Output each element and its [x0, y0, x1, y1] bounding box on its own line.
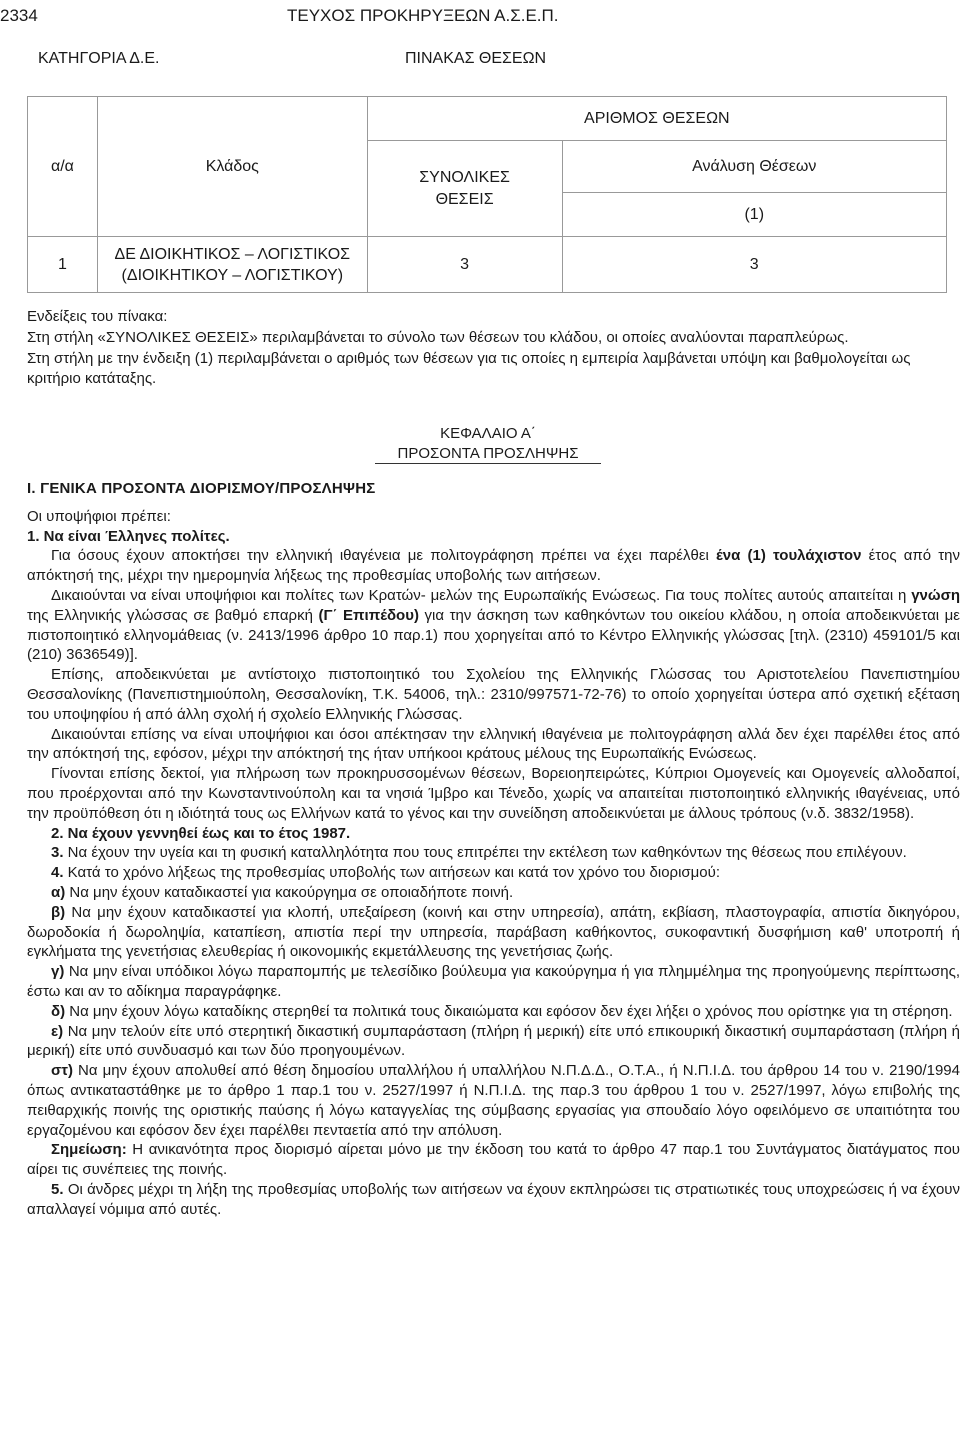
chapter-subtitle: ΠΡΟΣΟΝΤΑ ΠΡΟΣΛΗΨΗΣ	[375, 444, 601, 464]
item-3: 3. Να έχουν την υγεία και τη φυσική καταλληλότητα που τους επιτρέπει την εκτέλεση των καθηκόντων της θέσεως που επιλέγουν.	[51, 844, 907, 862]
cell-analysi: 3	[562, 237, 946, 293]
positions-table	[27, 96, 947, 293]
chapter-heading	[375, 424, 601, 464]
item-4e: ε) Να μην τελούν είτε υπό στερητική δικαστική συμπαράσταση (πλήρη ή μερική) είτε υπό επικουρική δικαστική συμπαράσταση (πλήρη ή μερική) είτε υπό συνδυασμό και των δύο προηγουμένων.	[27, 1022, 960, 1060]
item-4c: γ) Να μην είναι υπόδικοι λόγω παραπομπής με τελεσίδικο βούλευμα για κακούργημα ή για πλημμέλημα της προηγούμενης περίπτωσης, έστω και αν το αδίκημα παραγράφηκε.	[27, 963, 960, 1000]
klados-line-1: ΔΕ ΔΙΟΙΚΗΤΙΚΟΣ – ΛΟΓΙΣΤΙΚΟΣ	[114, 245, 351, 263]
item-1-title: 1. Να είναι Έλληνες πολίτες.	[27, 527, 230, 545]
item-4st: στ) Να μην έχουν απολυθεί από θέση δημοσίου υπαλλήλου ή υπαλλήλου Ν.Π.Δ.Δ., Ο.Τ.Α., ή Ν.Π.Ι.Δ. του άρθρου 14 του ν. 2190/1994 όπως αντικαταστάθηκε με το άρθρο 1 παρ.1 του ν. 2527/1997 ή Ν.Π.Ι.Δ. της παρ.3 του άρθρου 1 του ν. 2527/1997, λόγω επιβολής της πειθαρχικής ποινής της οριστικής παύσης ή λόγω καταγγελίας της σύμβασης εργασίας για σπουδαίο λόγο οφειλόμενο σε υπαιτιότητα του εργαζομένου και εφόσον δεν έχει παρέλθει πενταετία από την απόλυση.	[27, 1062, 960, 1139]
item-4d: δ) Να μην έχουν λόγω καταδίκης στερηθεί τα πολιτικά τους δικαιώματα και εφόσον δεν έχει λήξει ο χρόνος που ορίστηκε για τη στέρηση.	[51, 1002, 953, 1020]
page-header	[0, 6, 960, 28]
chapter-body	[27, 479, 960, 1219]
chapter-title: ΚΕΦΑΛΑΙΟ Α΄	[440, 425, 536, 442]
paragraph-4: Δικαιούνται επίσης να είναι υποψήφιοι και όσοι απέκτησαν την ελληνική ιθαγένεια με πολιτογράφηση αλλά δεν έχει παρέλθει έτος από την απόκτησή της, εφόσον, μέχρι την απόκτησή της ήταν υπήκοοι κράτους μέλους της Ευρωπαϊκής Ενώσεως.	[27, 725, 960, 763]
note-paragraph: Σημείωση: Η ανικανότητα προς διορισμό αίρεται μόνο με την έκδοση του κατά το άρθρο 47 παρ.1 του Συντάγματος διατάγματος που αίρει τις συνέπειες της ποινής.	[27, 1141, 960, 1179]
item-5: 5. Οι άνδρες μέχρι τη λήξη της προθεσμίας υποβολής των αιτήσεων να έχουν εκπληρώσει τις στρατιωτικές τους υποχρεώσεις ή να έχουν απαλλαγεί νόμιμα από αυτές.	[27, 1180, 960, 1218]
intro: Οι υποψήφιοι πρέπει:	[27, 507, 171, 525]
header-analysi: Ανάλυση Θέσεων	[562, 141, 946, 193]
header-klados: Κλάδος	[97, 97, 367, 237]
cell-klados	[97, 237, 367, 293]
header-arithmos-theseon: ΑΡΙΘΜΟΣ ΘΕΣΕΩΝ	[367, 97, 946, 141]
klados-line-2: (ΔΙΟΙΚΗΤΙΚΟΥ – ΛΟΓΙΣΤΙΚΟΥ)	[121, 266, 344, 284]
section-title: Ι. ΓΕΝΙΚΑ ΠΡΟΣΟΝΤΑ ΔΙΟΡΙΣΜΟΥ/ΠΡΟΣΛΗΨΗΣ	[27, 480, 376, 497]
paragraph-1: Για όσους έχουν αποκτήσει την ελληνική ιθαγένεια με πολιτογράφηση πρέπει να έχει παρέλθει ένα (1) τουλάχιστον έτος από την απόκτησή της, μέχρι την ημερομηνία λήξεως της προθεσμίας υποβολής των αιτήσεων.	[27, 547, 960, 585]
table-notes	[27, 307, 960, 390]
note-2: Στη στήλη με την ένδειξη (1) περιλαμβάνεται ο αριθμός των θέσεων για τις οποίες η εμπειρία λαμβάνεται υπόψη και βαθμολογείται ως κριτήριο κατάταξης.	[27, 349, 911, 388]
item-4b: β) Να μην έχουν καταδικαστεί για κλοπή, υπεξαίρεση (κοινή και στην υπηρεσία), απάτη, εκβίαση, πλαστογραφία, απιστία δικηγόρου, δωροδοκία ή δωροληψία, καταπίεση, απιστία περί την υπηρεσία, παράβαση καθήκοντος, συκοφαντική δυσφήμιση καθ' υποτροπή ή εγκλήματα της γενετήσιας ελευθερίας ή οικονομικής εκμετάλλευσης της γενετήσιας ζωής.	[27, 903, 960, 961]
cell-synolikes: 3	[367, 237, 562, 293]
item-4a: α) Να μην έχουν καταδικαστεί για κακούργημα σε οποιαδήποτε ποινή.	[51, 883, 514, 901]
table-title: ΠΙΝΑΚΑΣ ΘΕΣΕΩΝ	[405, 50, 547, 67]
paragraph-3: Επίσης, αποδεικνύεται με αντίστοιχο πιστοποιητικό του Σχολείου της Ελληνικής Γλώσσας του Αριστοτελείου Πανεπιστημίου Θεσσαλονίκης (Πανεπιστημιούπολη, Θεσσαλονίκη, Τ.Κ. 54006, τηλ.: 2310/997571-72-76) το οποίο χορηγείται ύστερα από σχετική εξέταση του υποψηφίου ή από άλλη σχολή ή σχολείο Ελληνικής Γλώσσας.	[27, 666, 960, 723]
notes-heading: Ενδείξεις του πίνακα:	[27, 308, 168, 325]
header-synolikes: ΣΥΝΟΛΙΚΕΣ ΘΕΣΕΙΣ	[367, 141, 562, 237]
item-2: 2. Να έχουν γεννηθεί έως και το έτος 1987.	[51, 824, 351, 842]
header-aa: α/α	[28, 97, 98, 237]
item-4: 4. Κατά το χρόνο λήξεως της προθεσμίας υποβολής των αιτήσεων και κατά τον χρόνο του διορισμού:	[51, 864, 721, 882]
header-note-1: (1)	[562, 193, 946, 237]
cell-aa: 1	[28, 237, 98, 293]
gazette-title: ΤΕΥΧΟΣ ΠΡΟΚΗΡΥΞΕΩΝ Α.Σ.Ε.Π.	[287, 6, 559, 25]
category-label: ΚΑΤΗΓΟΡΙΑ Δ.Ε.	[38, 50, 160, 67]
paragraph-5: Γίνονται επίσης δεκτοί, για πλήρωση των προκηρυσσομένων θέσεων, Βορειοηπειρώτες, Κύπριοι Ομογενείς και Ομογενείς αλλοδαποί, που προέρχονται από την Κωνσταντινούπολη και τα νησιά Ίμβρο και Τένεδο, χωρίς να απαιτείται πιστοποιητικό ελληνικής ιθαγένειας, υπό την προϋπόθεση ότι η ιδιότητά τους ως Ελλήνων κατά το γένος και την συνείδηση αποδεικνύεται με άλλους τρόπους (ν.δ. 3832/1958).	[27, 765, 960, 822]
note-1: Στη στήλη «ΣΥΝΟΛΙΚΕΣ ΘΕΣΕΙΣ» περιλαμβάνεται το σύνολο των θέσεων του κλάδου, οι οποίες αναλύονται παραπλεύρως.	[27, 328, 849, 346]
page-number: 2334	[0, 6, 38, 25]
paragraph-2: Δικαιούνται να είναι υποψήφιοι και πολίτες των Κρατών- μελών της Ευρωπαϊκής Ενώσεως. Για τους πολίτες αυτούς απαιτείται η γνώση της Ελληνικής γλώσσας σε βαθμό επαρκή (Γ΄ Επιπέδου) για την άσκηση των καθηκόντων του οικείου κλάδου, η οποία αποδεικνύεται με πιστοποιητικό ελληνομάθειας (ν. 2413/1996 άρθρο 10 παρ.1) που χορηγείται από το Κέντρο Ελληνικής γλώσσας [τηλ. (2310) 459101/5 και (210) 3636549)].	[27, 586, 960, 664]
